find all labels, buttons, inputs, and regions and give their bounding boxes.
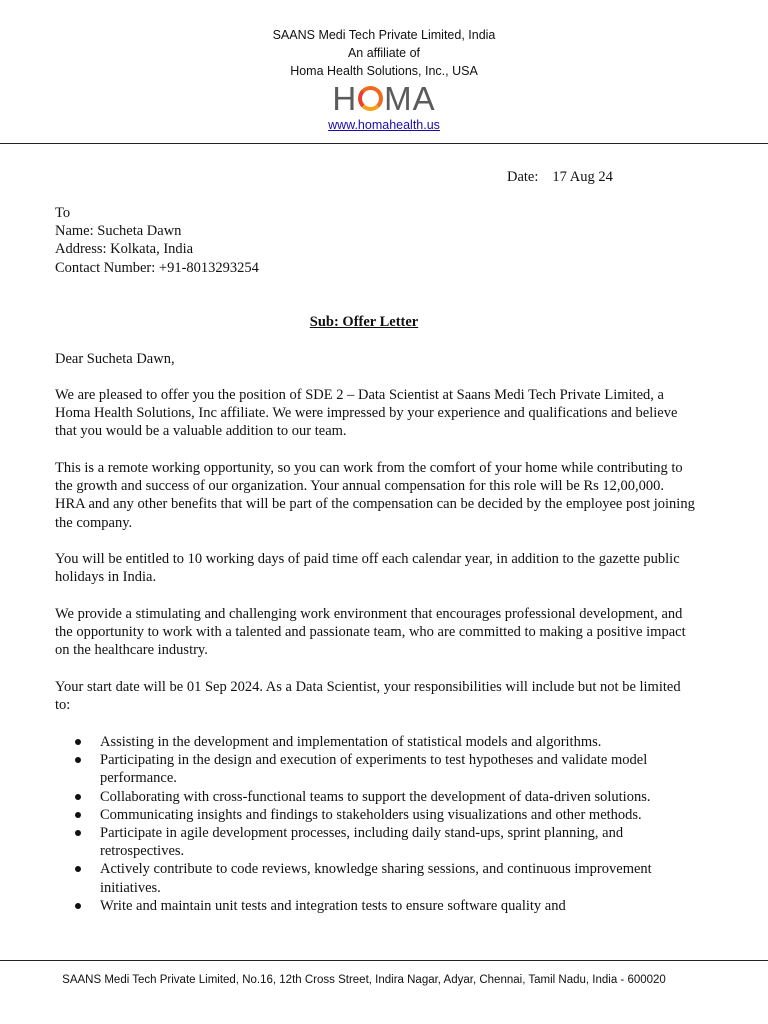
list-item-text: Assisting in the development and implementation of statistical models and algorithms. bbox=[100, 734, 602, 750]
subject-line: Sub: Offer Letter bbox=[309, 314, 419, 330]
recipient-to: To bbox=[55, 205, 71, 221]
salutation: Dear Sucheta Dawn, bbox=[55, 351, 175, 367]
bullet-icon bbox=[75, 739, 81, 745]
recipient-name: Name: Sucheta Dawn bbox=[55, 223, 182, 240]
paragraph-start-date bbox=[55, 678, 695, 714]
letter-date bbox=[507, 168, 613, 186]
logo-ring-icon bbox=[358, 86, 383, 111]
paragraph-text: You will be entitled to 10 working days of paid time off each calendar year, in addition to the gazette public holidays in India. bbox=[55, 551, 680, 586]
paragraph-position bbox=[55, 386, 695, 441]
recipient-address: Address: Kolkata, India bbox=[55, 241, 194, 258]
list-item bbox=[75, 860, 675, 896]
list-item bbox=[75, 897, 675, 915]
recipient-contact: Contact Number: +91-8013293254 bbox=[55, 259, 259, 276]
paragraph-text: We provide a stimulating and challenging work environment that encourages professional development, and the opportunity to work with a talented and passionate team, who are committed to making a positive impact on the healthcare industry. bbox=[55, 606, 686, 659]
letterhead bbox=[0, 26, 768, 134]
paragraph-text: Your start date will be 01 Sep 2024. As a Data Scientist, your responsibilities will include but not be limited to: bbox=[55, 679, 681, 714]
paragraph-text: This is a remote working opportunity, so you can work from the comfort of your home while contributing to the growth and success of our organization. Your annual compensation for this role will be Rs 12,00,000. HRA and any other benefits that will be part of the compensation can be decided by the employee post joining the company. bbox=[55, 460, 695, 531]
website-link[interactable]: www.homahealth.us bbox=[328, 118, 440, 132]
recipient-block bbox=[55, 204, 259, 277]
affiliate-line: An affiliate of bbox=[347, 46, 421, 60]
list-item-text: Actively contribute to code reviews, knowledge sharing sessions, and continuous improvement initiatives. bbox=[100, 861, 652, 896]
list-item bbox=[75, 824, 675, 860]
header-divider bbox=[0, 143, 768, 144]
bullet-icon bbox=[75, 903, 81, 909]
homa-logo bbox=[332, 82, 435, 116]
bullet-icon bbox=[75, 794, 81, 800]
bullet-icon bbox=[75, 812, 81, 818]
company-line: SAANS Medi Tech Private Limited, India bbox=[272, 28, 496, 42]
date-label: Date: bbox=[507, 169, 539, 185]
paragraph-time-off bbox=[55, 550, 695, 586]
list-item-text: Communicating insights and findings to stakeholders using visualizations and other methods. bbox=[100, 806, 642, 823]
list-item bbox=[75, 806, 675, 824]
bullet-icon bbox=[75, 866, 81, 872]
list-item-text: Write and maintain unit tests and integration tests to ensure software quality and bbox=[100, 897, 566, 914]
list-item-text: Participate in agile development processes, including daily stand-ups, sprint planning, and retrospectives. bbox=[100, 825, 624, 860]
paragraph-environment bbox=[55, 605, 695, 660]
list-item bbox=[75, 751, 675, 787]
list-item-text: Participating in the design and execution of experiments to test hypotheses and validate model performance. bbox=[100, 752, 648, 787]
parent-company-line: Homa Health Solutions, Inc., USA bbox=[290, 64, 478, 78]
logo-text-left: H bbox=[332, 80, 358, 117]
list-item bbox=[75, 788, 675, 806]
bullet-icon bbox=[75, 757, 81, 763]
paragraph-compensation bbox=[55, 459, 695, 532]
footer-divider bbox=[0, 960, 768, 961]
list-item bbox=[75, 733, 675, 751]
bullet-icon bbox=[75, 830, 81, 836]
list-item-text: Collaborating with cross-functional teams to support the development of data-driven solutions. bbox=[100, 788, 651, 805]
responsibilities-list bbox=[75, 733, 675, 915]
footer-address: SAANS Medi Tech Private Limited, No.16, 12th Cross Street, Indira Nagar, Adyar, Chennai, Tamil Nadu, India - 600020 bbox=[62, 974, 666, 986]
paragraph-text: We are pleased to offer you the position of SDE 2 – Data Scientist at Saans Medi Tech Private Limited, a Homa Health Solutions, Inc affiliate. We were impressed by your experience and qualifications and believe that you would be a valuable addition to our team. bbox=[55, 387, 678, 440]
date-value: 17 Aug 24 bbox=[552, 169, 613, 185]
logo-text-right: MA bbox=[384, 80, 436, 117]
